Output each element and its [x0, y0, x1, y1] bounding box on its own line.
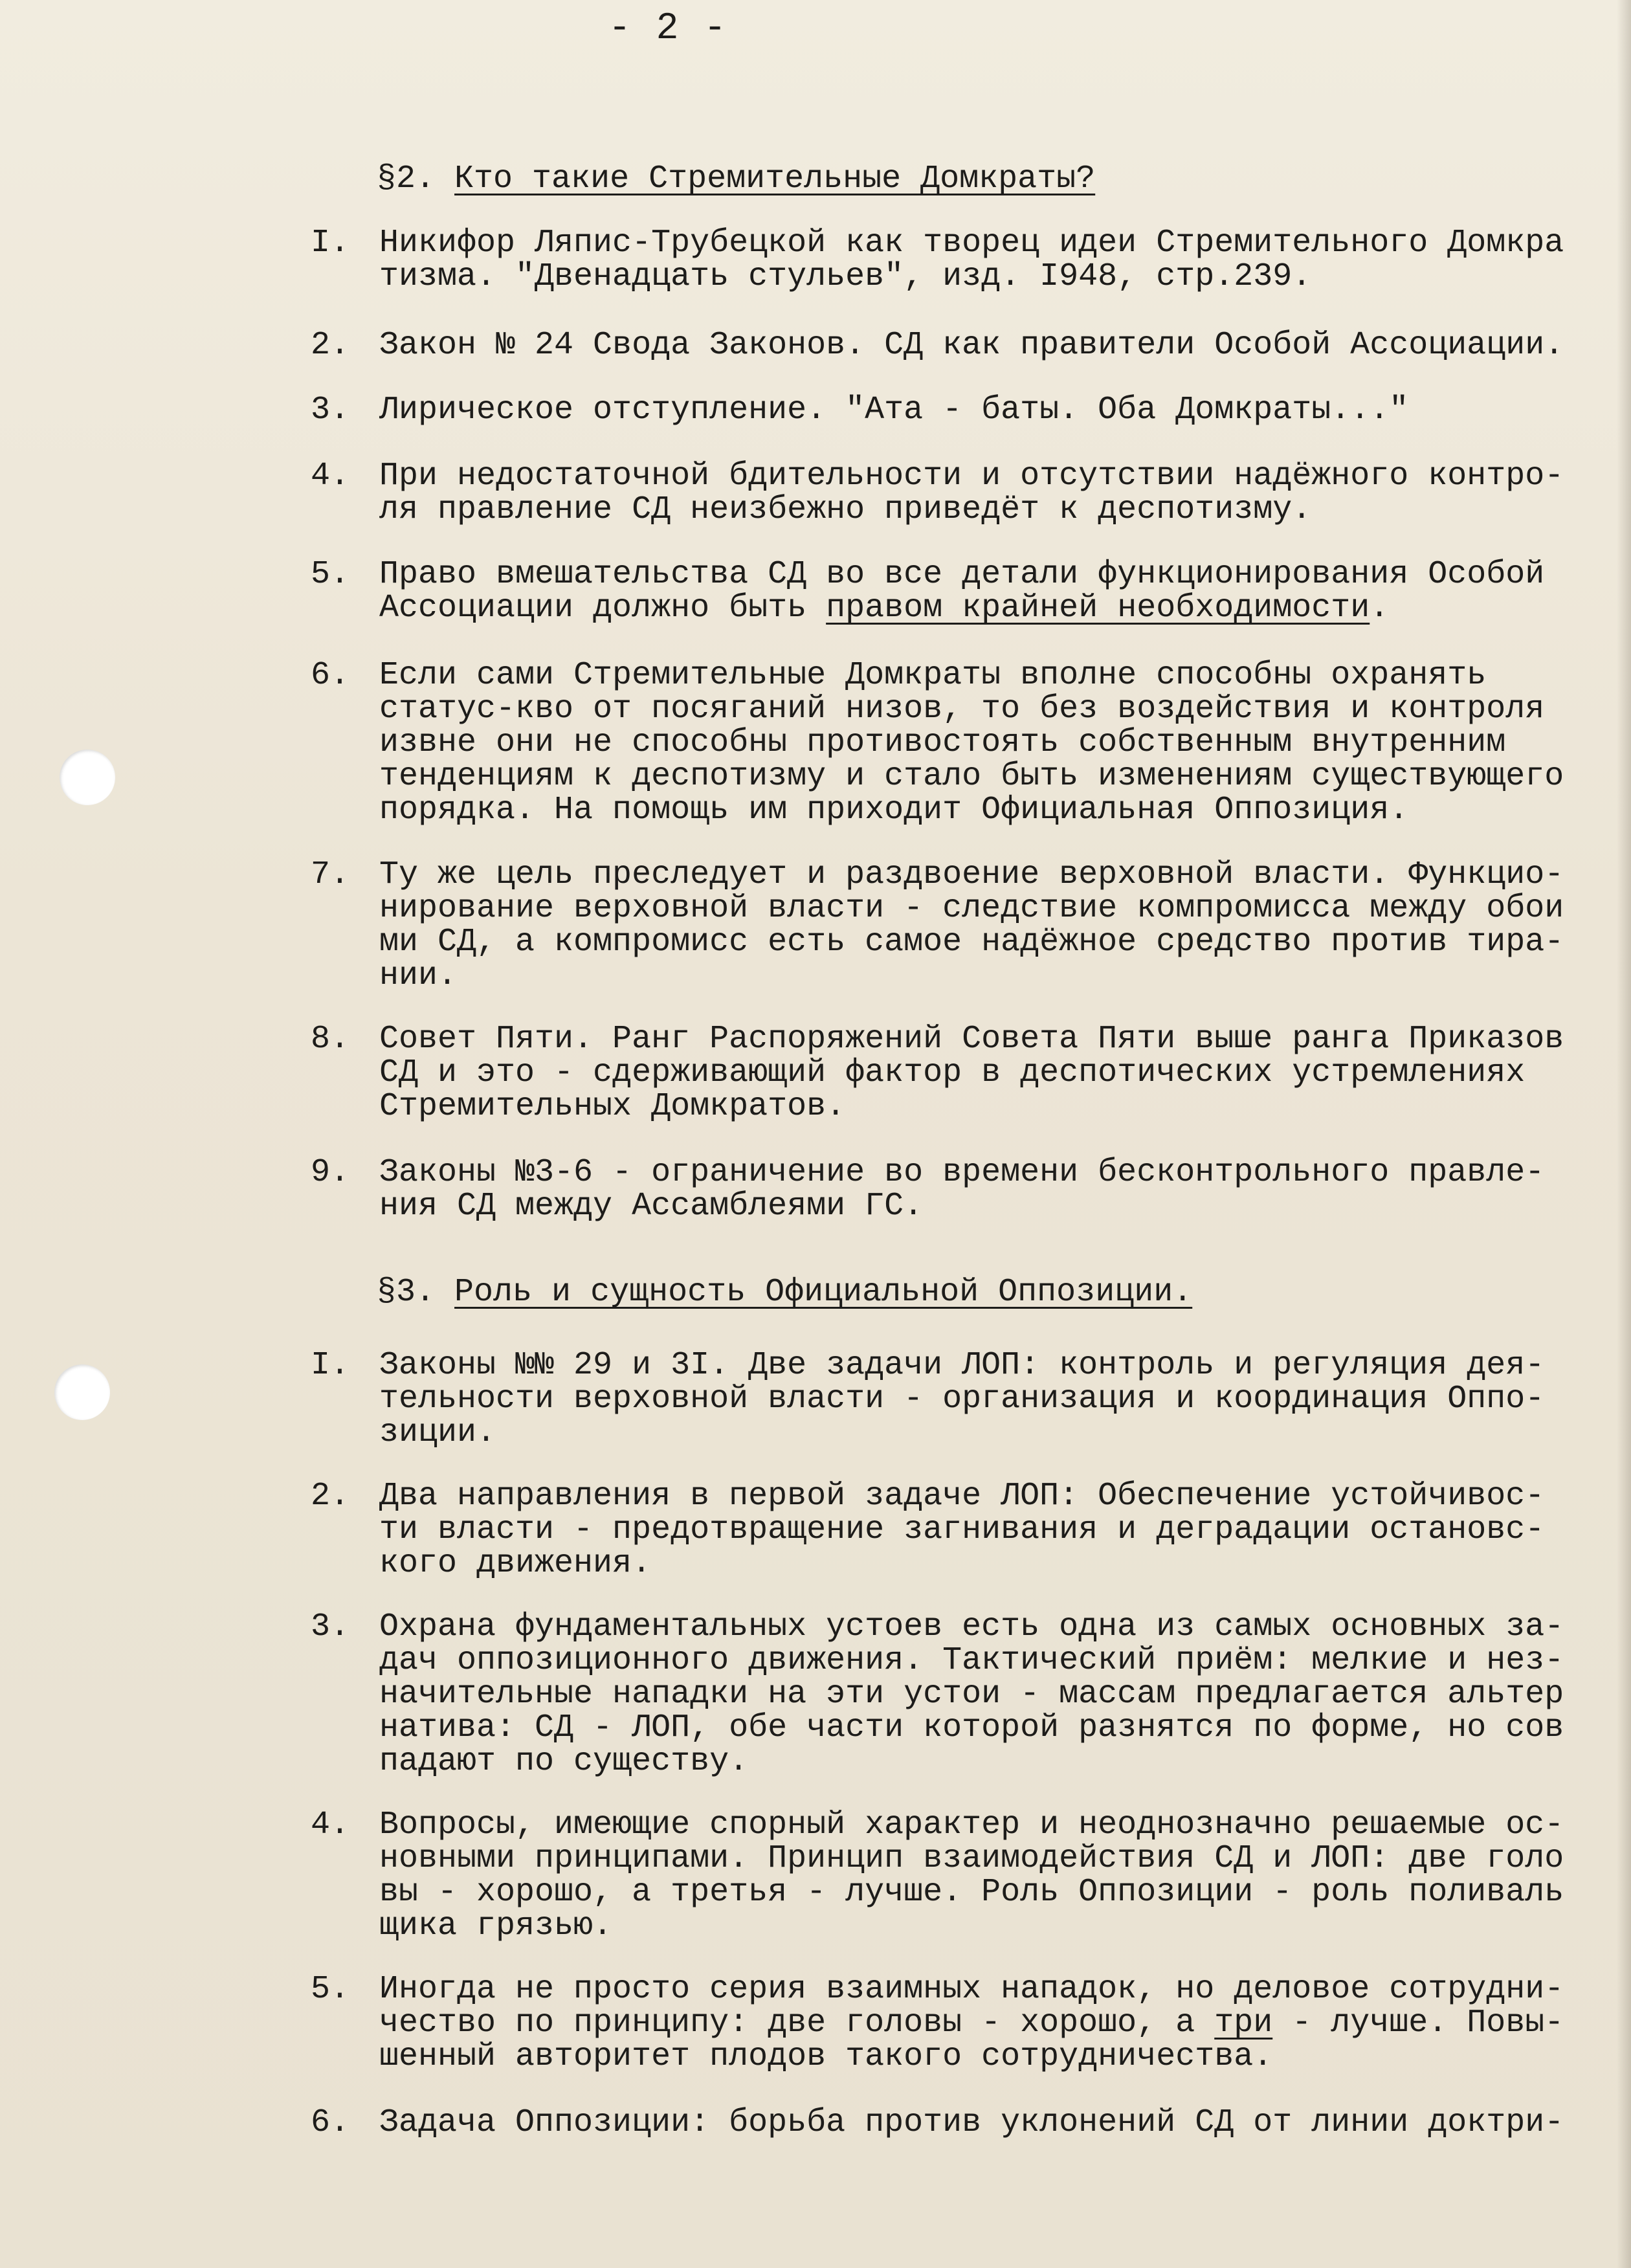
item-text — [379, 460, 1609, 527]
section-2-heading — [377, 161, 1095, 197]
text-line: Никифор Ляпис-Трубецкой как творец идеи Стремительного Домкра — [379, 225, 1564, 261]
punch-hole — [54, 1364, 110, 1420]
text-fragment: чество по принципу: две головы - хорошо, а — [379, 2005, 1215, 2041]
section-2-title: Кто такие Стремительные Домкраты? — [454, 161, 1096, 197]
section-3-heading — [377, 1274, 1192, 1311]
text-line: ля правление СД неизбежно приведёт к деспотизму. — [379, 491, 1312, 528]
text-line: Задача Оппозиции: борьба против уклонений СД от линии доктри- — [379, 2104, 1564, 2141]
underlined-phrase: правом крайней необходимости — [826, 590, 1370, 627]
text-line: СД и это - сдерживающий фактор в деспотических устремлениях — [379, 1054, 1526, 1091]
text-line: извне они не способны противостоять собственным внутренним — [379, 724, 1506, 761]
item-text — [379, 558, 1609, 625]
item-number: 8. — [311, 1021, 350, 1058]
item-number: I. — [311, 1347, 350, 1384]
section-2-number: §2. — [377, 161, 436, 197]
item-text — [379, 1156, 1609, 1223]
text-line: щика грязью. — [379, 1907, 613, 1944]
text-line: вы - хорошо, а третья - лучше. Роль Оппозиции - роль поливаль — [379, 1874, 1564, 1911]
item-number: 9. — [311, 1154, 350, 1191]
text-line: Иногда не просто серия взаимных нападок, но деловое сотрудни- — [379, 1971, 1564, 2008]
text-line: зиции. — [379, 1414, 496, 1451]
text-line: Стремительных Домкратов. — [379, 1088, 846, 1125]
text-line: Охрана фундаментальных устоев есть одна из самых основных за- — [379, 1608, 1564, 1645]
text-line: Если сами Стремительные Домкраты вполне способны охранять — [379, 657, 1487, 694]
page-edge-shadow — [1617, 0, 1631, 2268]
text-line: Закон № 24 Свода Законов. СД как правители Особой Ассоциации. — [379, 327, 1564, 364]
item-text — [379, 1973, 1609, 2074]
text-line: Законы №№ 29 и 3I. Две задачи ЛОП: контроль и регуляция дея- — [379, 1347, 1545, 1384]
text-line: порядка. На помощь им приходит Официальная Оппозиция. — [379, 792, 1409, 828]
text-line: Вопросы, имеющие спорный характер и неоднозначно решаемые ос- — [379, 1807, 1564, 1843]
item-number: 6. — [311, 2104, 350, 2141]
text-line: натива: СД - ЛОП, обе части которой разнятся по форме, но сов — [379, 1709, 1564, 1746]
underlined-word: три — [1214, 2005, 1273, 2041]
text-line: ти власти - предотвращение загнивания и деградации остановс- — [379, 1511, 1545, 1548]
item-text — [379, 659, 1609, 827]
item-text — [379, 1023, 1609, 1124]
text-line: нирование верховной власти - следствие компромисса между обои — [379, 890, 1564, 927]
text-line — [379, 592, 1609, 625]
item-number: 5. — [311, 556, 350, 593]
page-number: - 2 - — [608, 8, 728, 50]
item-number: 3. — [311, 1608, 350, 1645]
text-line: шенный авторитет плодов такого сотрудничества. — [379, 2038, 1273, 2075]
item-number: 2. — [311, 327, 350, 364]
section-3-title: Роль и сущность Официальной Оппозиции. — [454, 1274, 1193, 1311]
text-line: тизма. "Двенадцать стульев", изд. I948, стр.239. — [379, 258, 1312, 295]
text-line: Два направления в первой задаче ЛОП: Обеспечение устойчивос- — [379, 1478, 1545, 1515]
item-number: 6. — [311, 657, 350, 694]
text-line: Ту же цель преследует и раздвоение верховной власти. Функцио- — [379, 856, 1564, 893]
item-number: 2. — [311, 1478, 350, 1515]
text-fragment: - лучше. Повы- — [1272, 2005, 1564, 2041]
text-line: падают по существу. — [379, 1743, 749, 1780]
item-number: 7. — [311, 856, 350, 893]
item-text — [379, 1480, 1609, 1581]
text-line: При недостаточной бдительности и отсутствии надёжного контро- — [379, 458, 1564, 495]
text-line: тенденциям к деспотизму и стало быть изменениям существующего — [379, 758, 1564, 795]
text-line: новными принципами. Принцип взаимодействия СД и ЛОП: две голо — [379, 1840, 1564, 1877]
item-text — [379, 1349, 1609, 1450]
text-line — [379, 2007, 1609, 2040]
punch-hole — [60, 750, 115, 805]
text-line: Право вмешательства СД во все детали функционирования Особой — [379, 556, 1545, 593]
text-line: кого движения. — [379, 1545, 652, 1582]
item-number: 4. — [311, 458, 350, 495]
text-line: начительные нападки на эти устои - массам предлагается альтер — [379, 1676, 1564, 1713]
item-text — [379, 329, 1609, 362]
item-text — [379, 1808, 1609, 1943]
text-line: тельности верховной власти - организация и координация Оппо- — [379, 1381, 1545, 1418]
text-line: статус-кво от посяганий низов, то без воздействия и контроля — [379, 691, 1545, 728]
text-line: Законы №3-6 - ограничение во времени бесконтрольного правле- — [379, 1154, 1545, 1191]
section-3-number: §3. — [377, 1274, 436, 1311]
item-text — [379, 1610, 1609, 1779]
text-line: ния СД между Ассамблеями ГС. — [379, 1188, 924, 1225]
text-line: дач оппозиционного движения. Тактический приём: мелкие и нез- — [379, 1642, 1564, 1679]
text-line: Совет Пяти. Ранг Распоряжений Совета Пяти выше ранга Приказов — [379, 1021, 1564, 1058]
item-text — [379, 394, 1609, 427]
text-line: Лирическое отступление. "Ата - баты. Оба Домкраты..." — [379, 392, 1409, 428]
item-number: 3. — [311, 392, 350, 428]
item-text — [379, 858, 1609, 993]
item-number: 4. — [311, 1807, 350, 1843]
item-number: I. — [311, 225, 350, 261]
item-text — [379, 227, 1609, 294]
text-fragment: Ассоциации должно быть — [379, 590, 827, 627]
text-fragment: . — [1370, 590, 1390, 627]
item-text — [379, 2106, 1609, 2140]
text-line: нии. — [379, 957, 458, 994]
item-number: 5. — [311, 1971, 350, 2008]
text-line: ми СД, а компромисс есть самое надёжное средство против тира- — [379, 924, 1564, 961]
